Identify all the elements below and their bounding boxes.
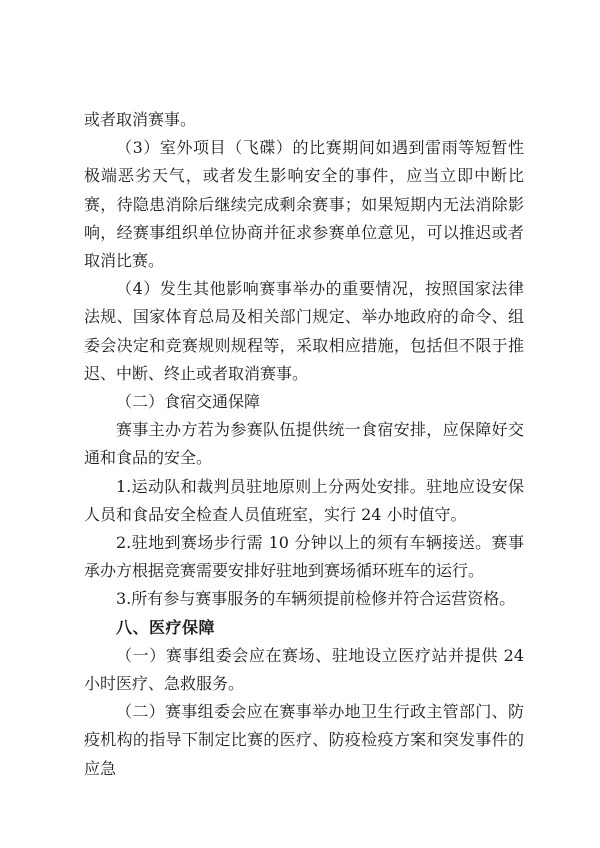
subheading-food-transport: （二）食宿交通保障: [116, 392, 261, 412]
section-heading-medical: 八、医疗保障: [116, 617, 216, 637]
paragraph-8: 3.所有参与赛事服务的车辆须提前检修并符合运营资格。: [116, 589, 516, 609]
paragraph-5: 赛事主办方若为参赛队伍提供统一食宿安排，应保障好交通和食品的安全。: [84, 420, 524, 468]
paragraph-7: 2.驻地到赛场步行需 10 分钟以上的须有车辆接送。赛事承办方根据竞赛需要安排好驻地到赛场循环班车的运行。: [84, 533, 524, 581]
document-body: [84, 106, 524, 783]
paragraph-6: 1.运动队和裁判员驻地原则上分两处安排。驻地应设安保人员和食品安全检查人员值班室，实行 24 小时值守。: [84, 476, 524, 524]
paragraph-2: （3）室外项目（飞碟）的比赛期间如遇到雷雨等短暂性极端恶劣天气，或者发生影响安全的事件，应当立即中断比赛，待隐患消除后继续完成剩余赛事；如果短期内无法消除影响，经赛事组织单位协商并征求参赛单位意见，可以推迟或者取消比赛。: [84, 138, 524, 271]
paragraph-3: （4）发生其他影响赛事举办的重要情况，按照国家法律法规、国家体育总局及相关部门规定、举办地政府的命令、组委会决定和竞赛规则规程等，采取相应措施，包括但不限于推迟、中断、终止或者取消赛事。: [84, 279, 524, 383]
paragraph-1: 或者取消赛事。: [84, 110, 197, 129]
paragraph-10: （一）赛事组委会应在赛场、驻地设立医疗站并提供 24 小时医疗、急救服务。: [84, 645, 524, 694]
paragraph-11: （二）赛事组委会应在赛事举办地卫生行政主管部门、防疫机构的指导下制定比赛的医疗、防疫检疫方案和突发事件的应急: [84, 702, 524, 778]
